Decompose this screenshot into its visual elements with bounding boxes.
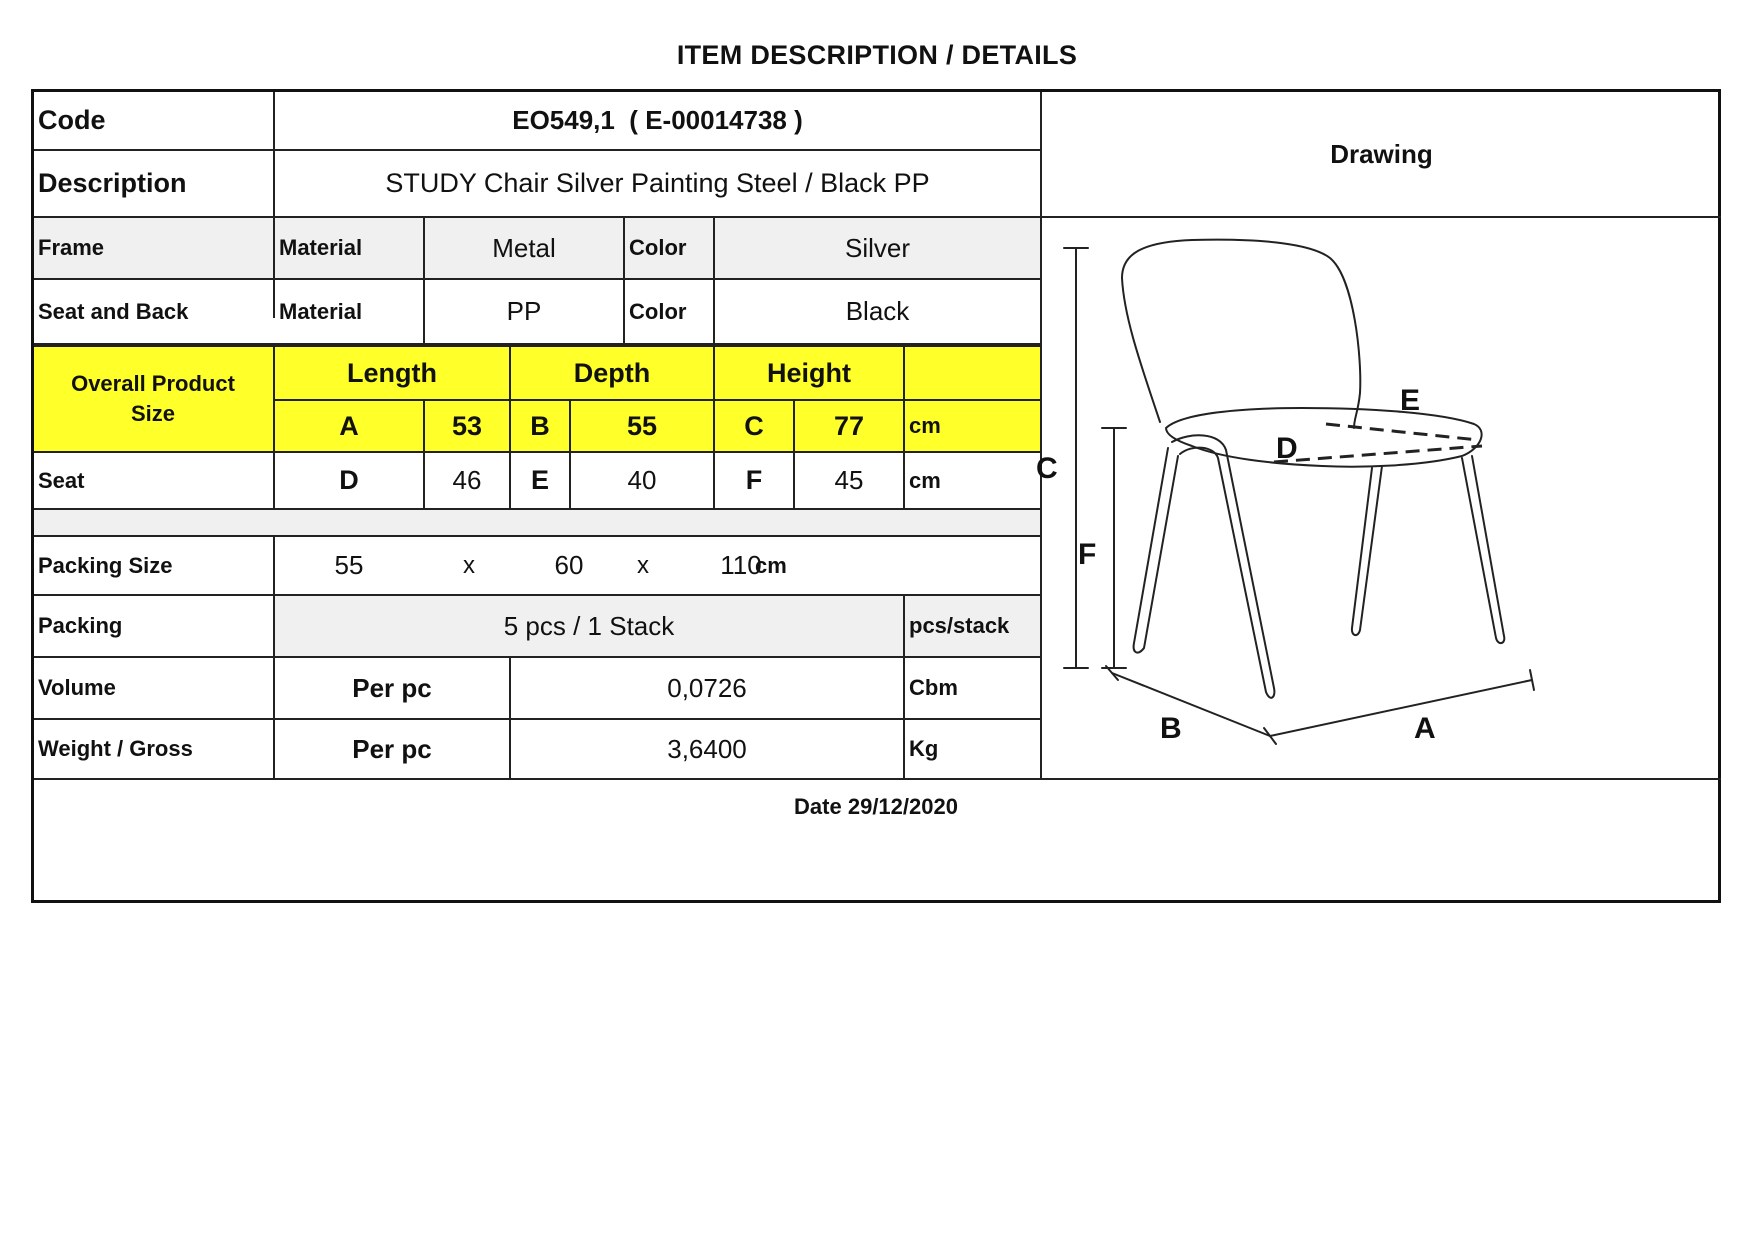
volume-per: Per pc [352, 672, 432, 703]
weight-per: Per pc [352, 733, 432, 764]
drawing-letter-f: F [1078, 538, 1097, 571]
spacer-row-gray [34, 508, 1040, 535]
dim-a-value: 53 [451, 410, 483, 441]
packing-size-depth: 60 [554, 550, 584, 580]
code-label: Code [38, 105, 106, 135]
packing-size-unit: cm [755, 552, 787, 578]
drawing-letter-a: A [1414, 712, 1436, 745]
date-label: Date 29/12/2020 [794, 794, 958, 819]
chair-front-leg-right [1172, 435, 1274, 698]
item-details-sheet [31, 89, 1721, 903]
volume-value: 0,0726 [667, 672, 747, 703]
frame-material-value: Metal [492, 232, 556, 263]
volume-label: Volume [38, 675, 116, 700]
dim-e-label: E [530, 465, 549, 495]
packing-size-length: 55 [334, 550, 364, 580]
depth-header: Depth [573, 357, 651, 388]
page-title: ITEM DESCRIPTION / DETAILS [676, 40, 1078, 70]
weight-value: 3,6400 [667, 733, 747, 764]
dim-d-label: D [339, 465, 359, 495]
frame-material-label: Material [279, 235, 363, 260]
drawing-letter-d: D [1276, 432, 1298, 465]
seat-back-material-label: Material [279, 298, 363, 324]
overall-size-label: Overall Product Size [71, 371, 235, 426]
frame-color-value: Silver [844, 232, 910, 263]
seat-back-material-value: PP [506, 296, 542, 326]
height-header: Height [767, 357, 851, 388]
dim-b-label: B [530, 410, 550, 441]
weight-label: Weight / Gross [38, 736, 193, 761]
chair-back-leg-left [1352, 466, 1382, 635]
dim-d-value: 46 [452, 465, 482, 495]
chair-back-leg-right [1462, 456, 1504, 643]
weight-unit: Kg [909, 736, 939, 761]
dim-e-line [1326, 424, 1478, 440]
chair-front-leg-left [1134, 448, 1178, 653]
drawing-letter-c: C [1036, 452, 1058, 485]
dim-e-value: 40 [627, 465, 657, 495]
packing-size-times-2: x [637, 551, 649, 579]
dim-b-value: 55 [626, 410, 658, 441]
dim-a-line [1270, 680, 1532, 736]
seat-unit: cm [909, 467, 941, 493]
packing-size-height: 110 [720, 550, 762, 580]
overall-unit: cm [909, 413, 941, 438]
description-label: Description [38, 168, 187, 198]
packing-unit: pcs/stack [909, 613, 1010, 638]
dim-c-label: C [744, 410, 764, 441]
dim-a-label: A [339, 410, 359, 441]
frame-label: Frame [38, 235, 105, 260]
packing-size-label: Packing Size [38, 552, 173, 578]
length-header: Length [347, 357, 437, 388]
description-value: STUDY Chair Silver Painting Steel / Black PP [385, 168, 930, 198]
drawing-letter-e: E [1400, 384, 1421, 417]
code-value: EO549,1 ( E-00014738 ) [512, 105, 803, 135]
dim-f-value: 45 [834, 465, 864, 495]
packing-label: Packing [38, 613, 123, 638]
drawing-letter-b: B [1160, 712, 1182, 745]
chair-drawing [1036, 218, 1721, 778]
seat-back-color-value: Black [845, 296, 910, 326]
chair-backrest [1122, 240, 1360, 428]
dim-b-line [1112, 673, 1270, 736]
dim-c-value: 77 [833, 410, 865, 441]
dim-d-line [1274, 446, 1482, 462]
volume-unit: Cbm [909, 675, 958, 700]
dim-f-label: F [745, 465, 763, 495]
seat-label: Seat [38, 467, 85, 493]
packing-size-times-1: x [463, 551, 475, 579]
seat-back-label: Seat and Back [38, 298, 189, 324]
drawing-label: Drawing [1330, 138, 1433, 169]
packing-value: 5 pcs / 1 Stack [503, 610, 675, 641]
frame-color-label: Color [629, 235, 687, 260]
seat-back-color-label: Color [629, 298, 687, 324]
